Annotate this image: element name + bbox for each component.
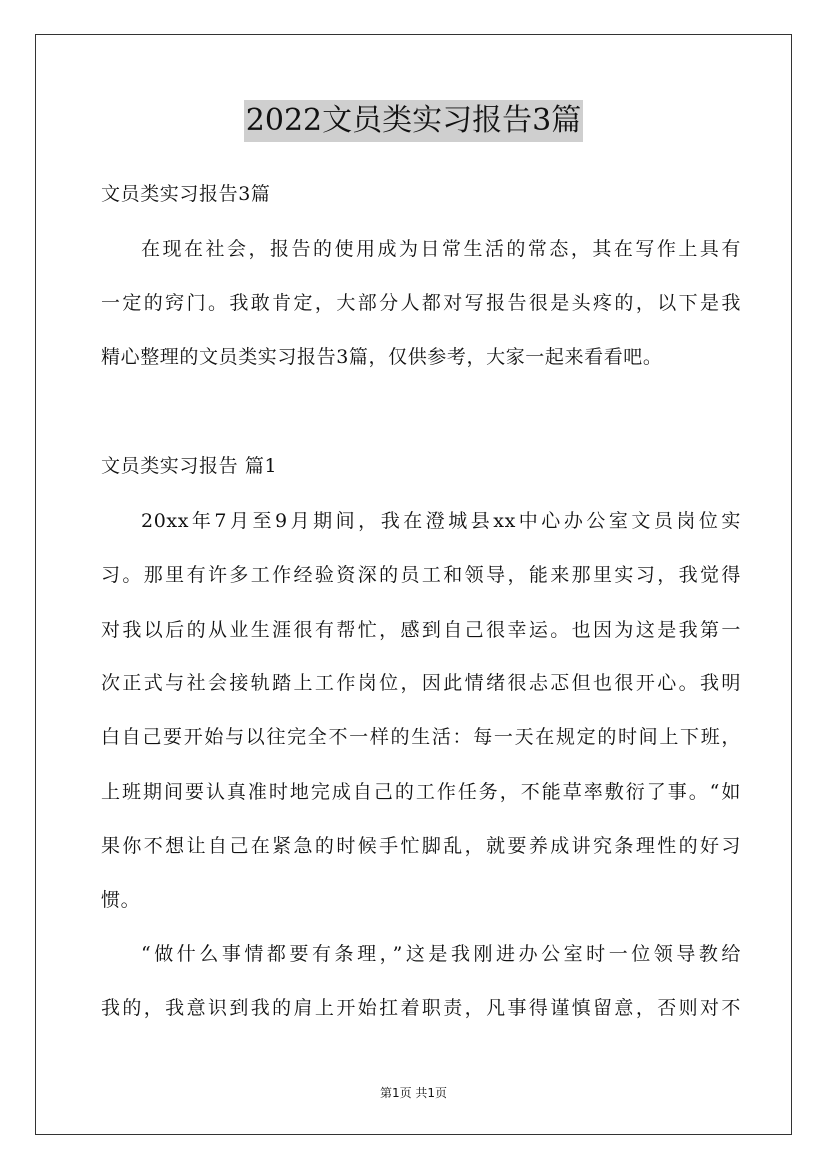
document-subtitle: 文员类实习报告3篇	[101, 183, 271, 205]
document-title	[0, 100, 827, 142]
paragraph-line: 对我以后的从业生涯很有帮忙，感到自己很幸运。也因为这是我第一	[101, 619, 741, 641]
paragraph-line: 惯。	[101, 889, 141, 911]
intro-line: 精心整理的文员类实习报告3篇，仅供参考，大家一起来看看吧。	[101, 346, 663, 368]
intro-line: 一定的窍门。我敢肯定，大部分人都对写报告很是头疼的，以下是我	[101, 292, 741, 314]
paragraph-line: 果你不想让自己在紧急的时候手忙脚乱，就要养成讲究条理性的好习	[101, 835, 741, 857]
paragraph-line: 习。那里有许多工作经验资深的员工和领导，能来那里实习，我觉得	[101, 564, 741, 586]
paragraph-line: 次正式与社会接轨踏上工作岗位，因此情绪很忐忑但也很开心。我明	[101, 672, 741, 694]
intro-line: 在现在社会，报告的使用成为日常生活的常态，其在写作上具有	[141, 238, 741, 260]
paragraph-line: 上班期间要认真准时地完成自己的工作任务，不能草率敷衍了事。“如	[101, 781, 741, 803]
document-title-text: 2022文员类实习报告3篇	[244, 100, 583, 142]
paragraph-line: “做什么事情都要有条理，”这是我刚进办公室时一位领导教给	[141, 943, 741, 965]
section-heading: 文员类实习报告 篇1	[101, 455, 278, 477]
paragraph-line: 白自己要开始与以往完全不一样的生活：每一天在规定的时间上下班，	[101, 726, 741, 748]
page-footer: 第1页 共1页	[379, 1086, 448, 1100]
paragraph-line: 我的，我意识到我的肩上开始扛着职责，凡事得谨慎留意，否则对不	[101, 997, 741, 1019]
paragraph-line: 20xx年7月至9月期间，我在澄城县xx中心办公室文员岗位实	[141, 510, 741, 532]
